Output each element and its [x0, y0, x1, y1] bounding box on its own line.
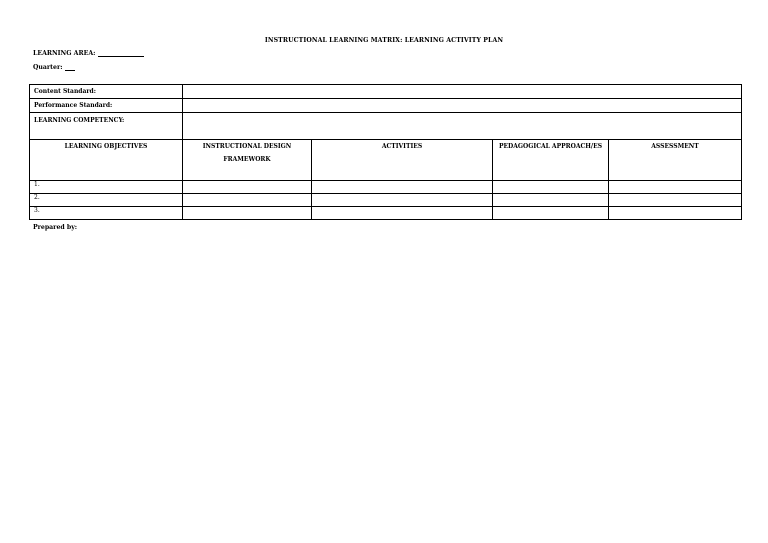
- learning-competency-value[interactable]: [183, 113, 742, 140]
- header-instructional-design-framework: INSTRUCTIONAL DESIGN FRAMEWORK: [183, 140, 312, 181]
- learning-area-blank[interactable]: [98, 50, 144, 57]
- performance-standard-row: [30, 99, 742, 113]
- quarter-field: [33, 64, 75, 71]
- objective-cell[interactable]: 2.: [30, 194, 183, 207]
- learning-matrix-table: [29, 84, 742, 220]
- quarter-label: Quarter:: [33, 64, 63, 71]
- framework-cell[interactable]: [183, 194, 312, 207]
- performance-standard-label: Performance Standard:: [30, 99, 183, 113]
- assessment-cell[interactable]: [609, 207, 742, 220]
- header-activities: ACTIVITIES: [312, 140, 493, 181]
- table-row: [30, 207, 742, 220]
- learning-area-label: LEARNING AREA:: [33, 50, 96, 57]
- content-standard-value[interactable]: [183, 85, 742, 99]
- framework-cell[interactable]: [183, 181, 312, 194]
- pedagogical-cell[interactable]: [493, 181, 609, 194]
- learning-area-field: [33, 50, 144, 57]
- content-standard-row: [30, 85, 742, 99]
- header-assessment: ASSESSMENT: [609, 140, 742, 181]
- learning-competency-row: [30, 113, 742, 140]
- objective-cell[interactable]: 3.: [30, 207, 183, 220]
- table-row: [30, 181, 742, 194]
- objective-cell[interactable]: 1.: [30, 181, 183, 194]
- activities-cell[interactable]: [312, 194, 493, 207]
- assessment-cell[interactable]: [609, 181, 742, 194]
- table-row: [30, 194, 742, 207]
- activities-cell[interactable]: [312, 207, 493, 220]
- header-pedagogical-approaches: PEDAGOGICAL APPROACH/ES: [493, 140, 609, 181]
- content-standard-label: Content Standard:: [30, 85, 183, 99]
- column-header-row: [30, 140, 742, 181]
- framework-cell[interactable]: [183, 207, 312, 220]
- activities-cell[interactable]: [312, 181, 493, 194]
- pedagogical-cell[interactable]: [493, 194, 609, 207]
- learning-competency-label: LEARNING COMPETENCY:: [30, 113, 183, 140]
- prepared-by-label: Prepared by:: [33, 224, 78, 231]
- quarter-blank[interactable]: [65, 64, 75, 71]
- assessment-cell[interactable]: [609, 194, 742, 207]
- pedagogical-cell[interactable]: [493, 207, 609, 220]
- document-title: INSTRUCTIONAL LEARNING MATRIX: LEARNING ACTIVITY PLAN: [264, 37, 504, 44]
- performance-standard-value[interactable]: [183, 99, 742, 113]
- header-learning-objectives: LEARNING OBJECTIVES: [30, 140, 183, 181]
